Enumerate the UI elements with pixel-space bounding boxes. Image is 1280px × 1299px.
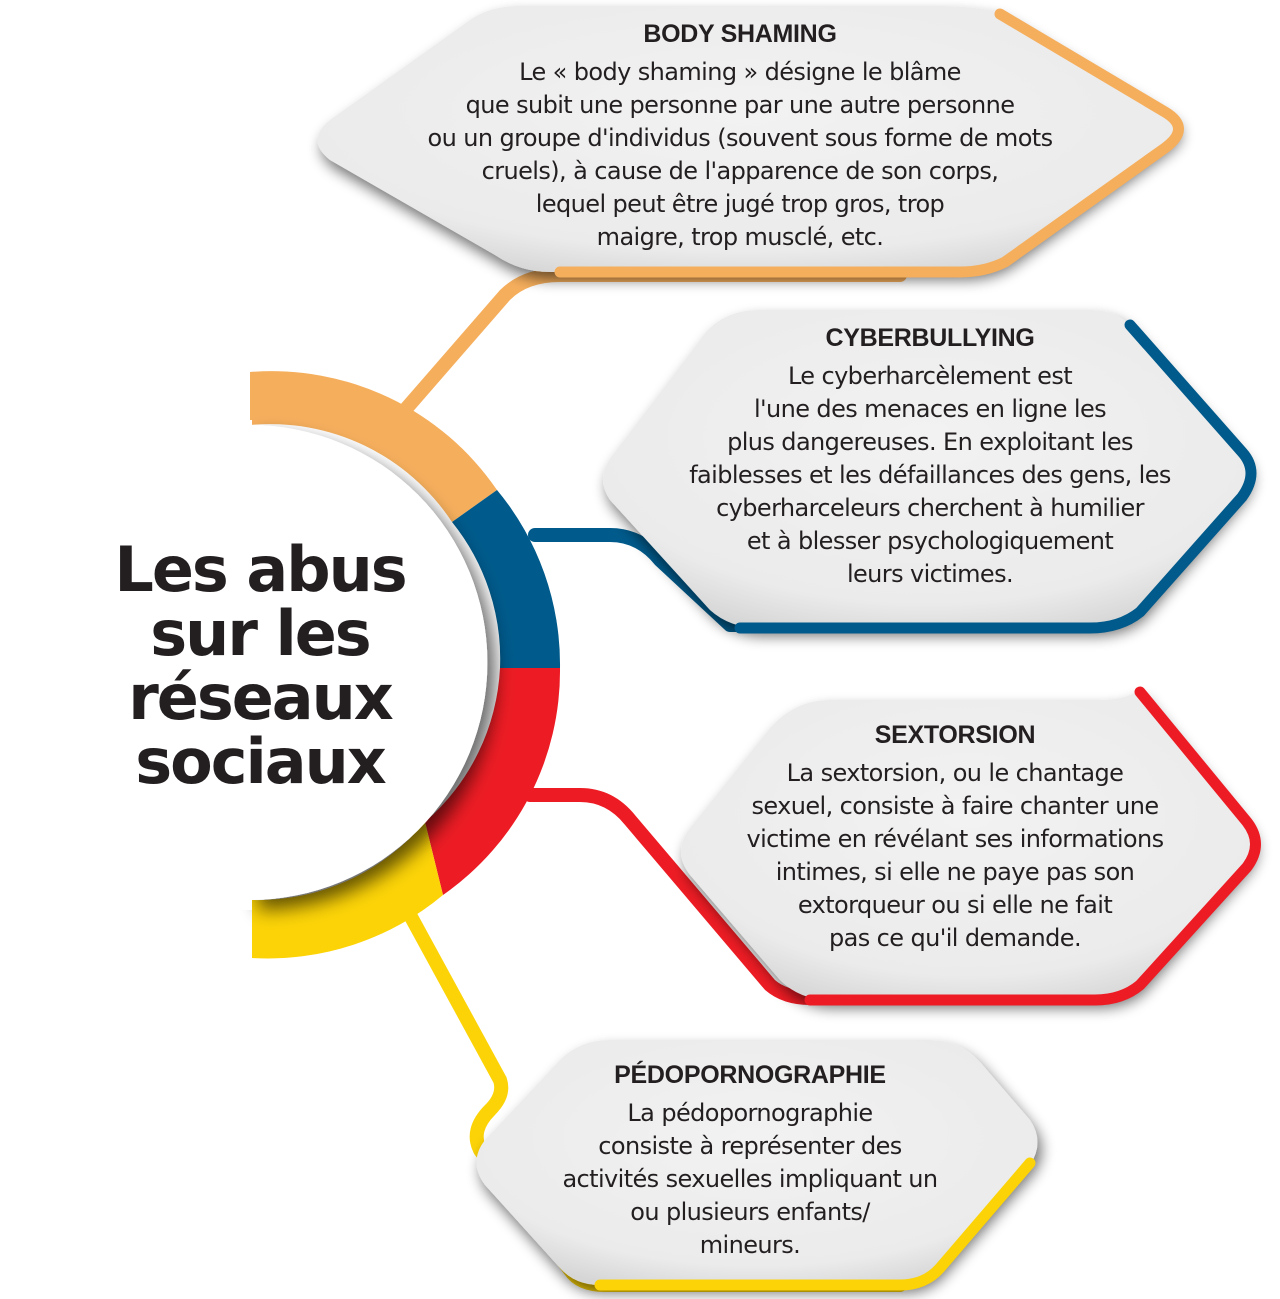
description-line: cruels), à cause de l'apparence de son corps, bbox=[481, 157, 999, 185]
description-line: maigre, trop musclé, etc. bbox=[596, 223, 884, 251]
description-line: victime en révélant ses informations bbox=[746, 825, 1164, 853]
panel-heading: PÉDOPORNOGRAPHIE bbox=[614, 1061, 886, 1089]
main-title bbox=[60, 533, 460, 798]
description-line: l'une des menaces en ligne les bbox=[753, 395, 1107, 423]
description-line: mineurs. bbox=[699, 1231, 801, 1259]
panel-sextorsion-content bbox=[690, 721, 1220, 955]
title-line: Les abus bbox=[114, 533, 406, 606]
description-line: La sextorsion, ou le chantage bbox=[786, 759, 1124, 787]
title-line: réseaux bbox=[128, 661, 392, 734]
description-line: ou un groupe d'individus (souvent sous forme de mots bbox=[427, 124, 1053, 152]
panel-pedopornographie-content bbox=[500, 1061, 1000, 1262]
description-line: plus dangereuses. En exploitant les bbox=[727, 428, 1133, 456]
panel-description bbox=[340, 56, 1140, 254]
panel-description bbox=[620, 360, 1240, 591]
description-line: pas ce qu'il demande. bbox=[829, 924, 1081, 952]
description-line: cyberharceleurs cherchent à humilier bbox=[716, 494, 1144, 522]
description-line: intimes, si elle ne paye pas son bbox=[775, 858, 1135, 886]
description-line: ou plusieurs enfants/ bbox=[630, 1198, 870, 1226]
title-line: sociaux bbox=[135, 725, 385, 798]
description-line: Le « body shaming » désigne le blâme bbox=[519, 58, 961, 86]
description-line: leurs victimes. bbox=[846, 560, 1014, 588]
description-line: Le cyberharcèlement est bbox=[787, 362, 1073, 390]
description-line: extorqueur ou si elle ne fait bbox=[797, 891, 1113, 919]
panel-heading: BODY SHAMING bbox=[643, 20, 837, 48]
panel-body-shaming-content bbox=[340, 20, 1140, 254]
panel-heading: SEXTORSION bbox=[874, 721, 1036, 749]
panel-heading: CYBERBULLYING bbox=[825, 324, 1035, 352]
panel-description bbox=[690, 757, 1220, 955]
description-line: La pédopornographie bbox=[627, 1099, 873, 1127]
description-line: que subit une personne par une autre personne bbox=[465, 91, 1015, 119]
description-line: sexuel, consiste à faire chanter une bbox=[751, 792, 1159, 820]
description-line: et à blesser psychologiquement bbox=[746, 527, 1114, 555]
description-line: consiste à représenter des bbox=[598, 1132, 902, 1160]
panel-cyberbullying-content bbox=[620, 324, 1240, 591]
description-line: faiblesses et les défaillances des gens, les bbox=[689, 461, 1171, 489]
panel-description bbox=[500, 1097, 1000, 1262]
description-line: lequel peut être jugé trop gros, trop bbox=[535, 190, 945, 218]
description-line: activités sexuelles impliquant un bbox=[562, 1165, 938, 1193]
title-line: sur les bbox=[150, 597, 370, 670]
